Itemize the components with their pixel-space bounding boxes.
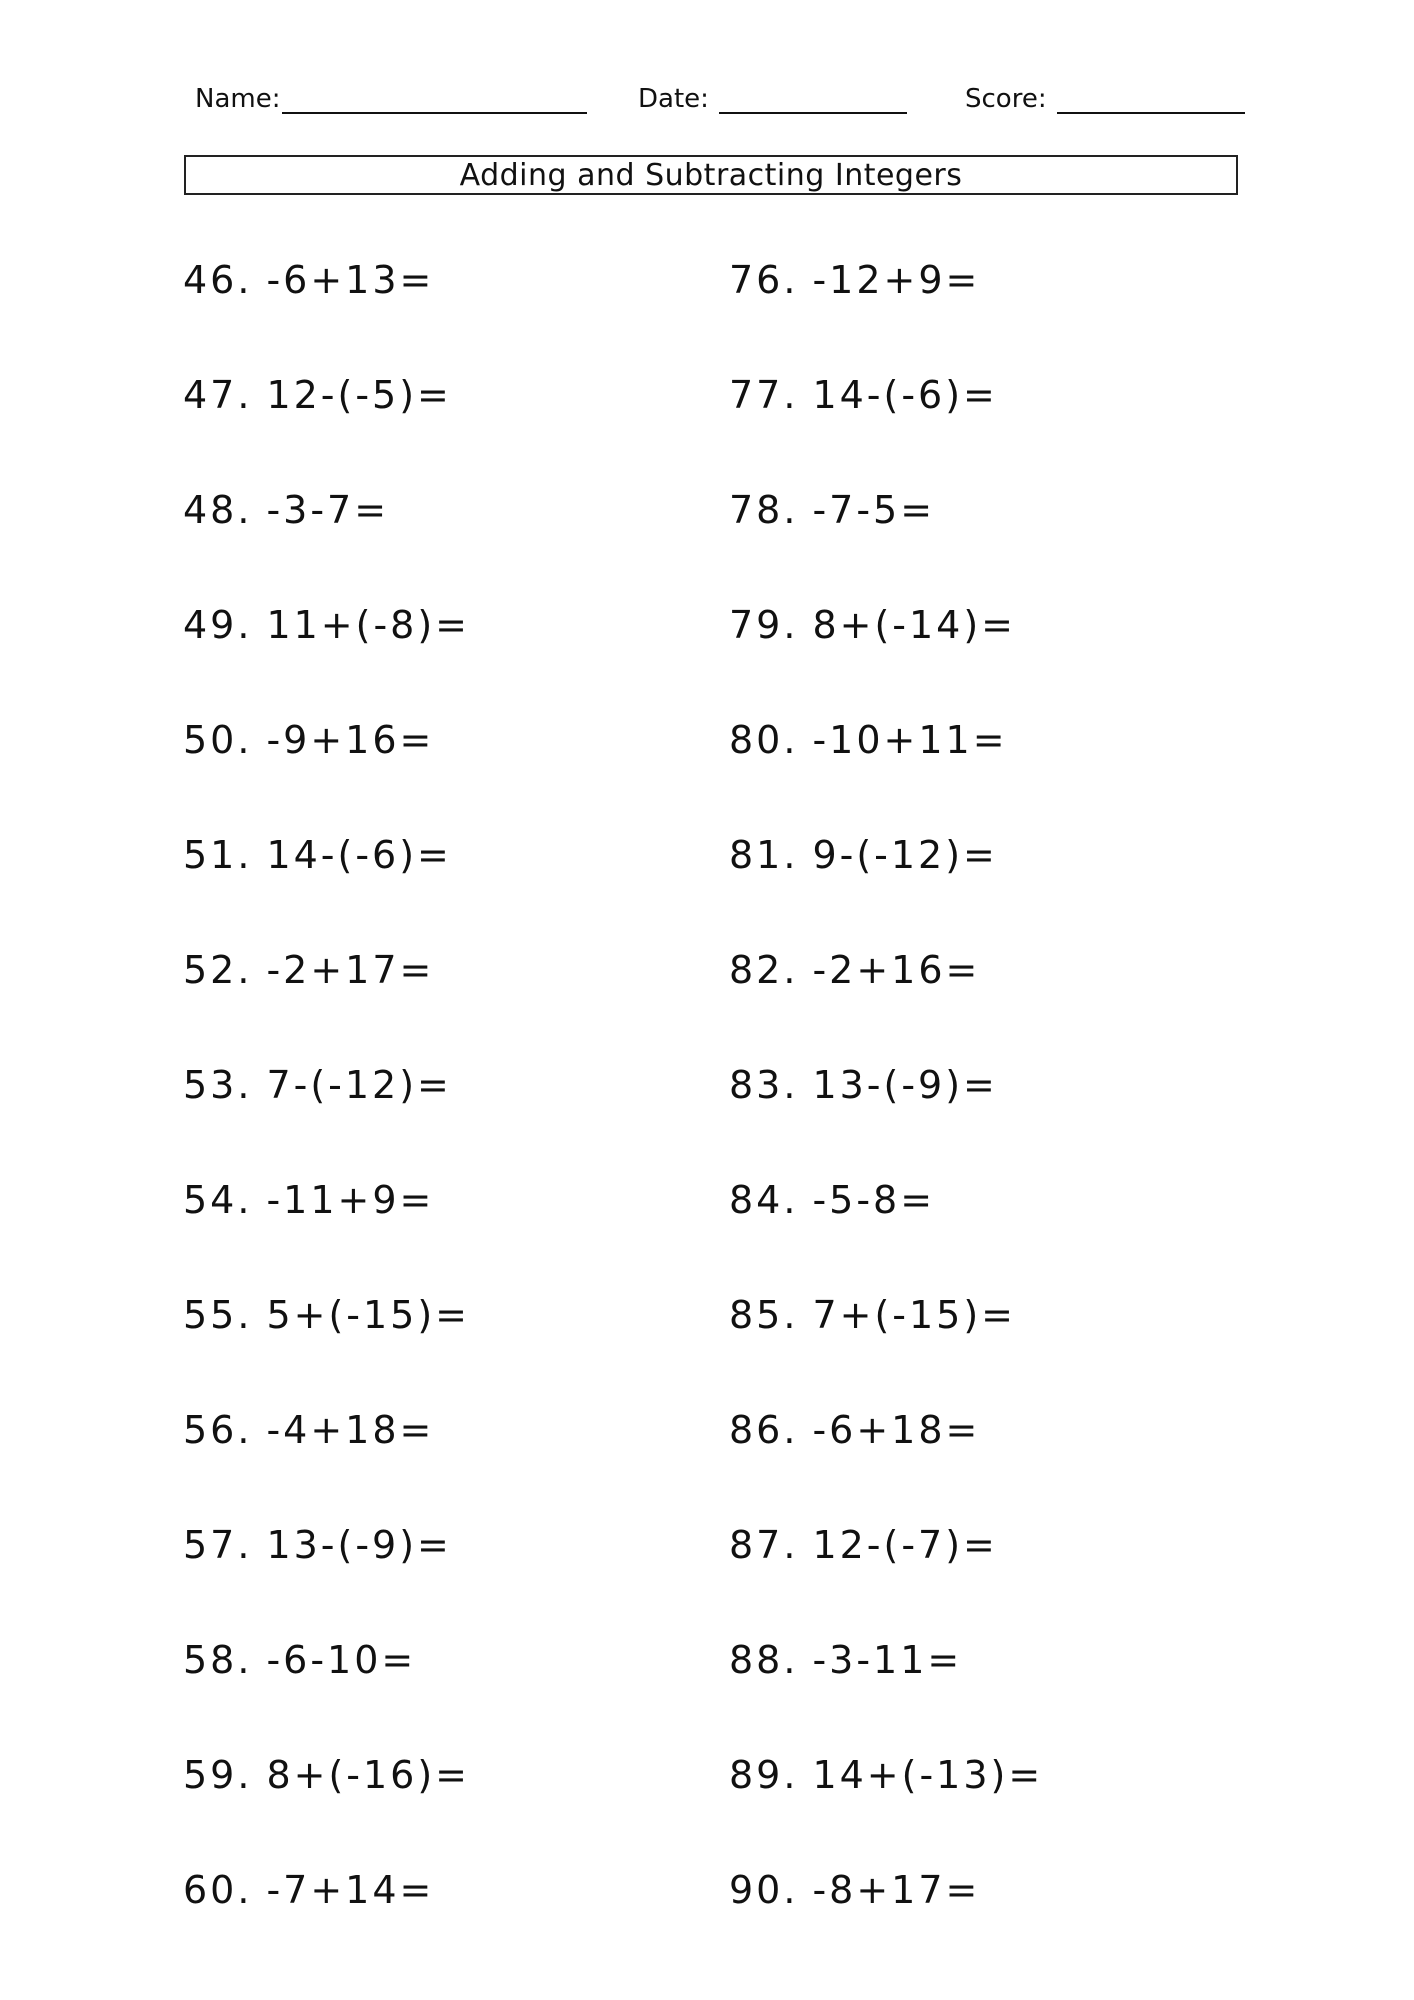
problem-item [183,828,470,943]
problem-expression: 7-(-12)= [266,1063,452,1107]
problem-expression: -2+16= [812,948,981,992]
date-label: Date: [638,84,709,114]
name-label: Name: [195,84,281,114]
problem-item [729,253,1043,368]
problem-number: 77. [729,373,799,417]
problem-item [183,1173,470,1288]
problem-number: 47. [183,373,253,417]
problem-expression: -6+18= [812,1408,981,1452]
score-label: Score: [965,84,1047,114]
problem-number: 84. [729,1178,799,1222]
problem-item [729,1633,1043,1748]
worksheet-title: Adding and Subtracting Integers [184,155,1238,195]
problem-number: 89. [729,1753,799,1797]
problem-item [729,943,1043,1058]
problem-number: 80. [729,718,799,762]
problem-number: 60. [183,1868,253,1912]
problem-expression: -4+18= [266,1408,435,1452]
problem-expression: 12-(-7)= [812,1523,998,1567]
problem-expression: 7+(-15)= [812,1293,1017,1337]
problem-item [729,1518,1043,1633]
problem-expression: 13-(-9)= [266,1523,452,1567]
problem-expression: -10+11= [812,718,1008,762]
problem-expression: 5+(-15)= [266,1293,471,1337]
score-blank-line [1057,86,1245,114]
problem-expression: -8+17= [812,1868,981,1912]
problem-expression: 14-(-6)= [266,833,452,877]
problem-expression: 12-(-5)= [266,373,452,417]
problem-expression: -6+13= [266,258,435,302]
problem-number: 57. [183,1523,253,1567]
problem-number: 48. [183,488,253,532]
problem-item [729,1748,1043,1863]
problem-number: 51. [183,833,253,877]
problem-item [183,598,470,713]
name-blank-line [282,86,587,114]
problem-item [183,1518,470,1633]
problem-expression: -9+16= [266,718,435,762]
date-blank-line [719,86,907,114]
problem-expression: -6-10= [266,1638,417,1682]
date-field [638,84,907,114]
score-field [965,84,1245,114]
problem-number: 55. [183,1293,253,1337]
problem-number: 86. [729,1408,799,1452]
problem-expression: 14-(-6)= [812,373,998,417]
problem-item [183,1633,470,1748]
problem-expression: 14+(-13)= [812,1753,1044,1797]
problem-item [183,1863,470,1978]
problem-expression: 8+(-14)= [812,603,1017,647]
problem-item [729,483,1043,598]
problem-item [729,1863,1043,1978]
problem-number: 50. [183,718,253,762]
problem-column-right [729,253,1043,1978]
problem-number: 53. [183,1063,253,1107]
problem-expression: -5-8= [812,1178,936,1222]
problem-expression: -3-7= [266,488,390,532]
problem-item [729,1288,1043,1403]
problem-item [729,1403,1043,1518]
problem-number: 90. [729,1868,799,1912]
problem-number: 46. [183,258,253,302]
problem-number: 58. [183,1638,253,1682]
problem-number: 83. [729,1063,799,1107]
problem-column-left [183,253,470,1978]
problem-item [183,1058,470,1173]
problem-expression: 11+(-8)= [266,603,471,647]
name-field [195,84,587,114]
worksheet-header [0,84,1414,124]
problem-item [183,713,470,828]
problem-number: 78. [729,488,799,532]
problem-number: 82. [729,948,799,992]
problem-number: 49. [183,603,253,647]
problem-number: 81. [729,833,799,877]
problem-item [183,1403,470,1518]
problem-item [729,1173,1043,1288]
problem-number: 76. [729,258,799,302]
problem-expression: -12+9= [812,258,981,302]
problem-item [183,483,470,598]
problem-number: 56. [183,1408,253,1452]
problem-number: 85. [729,1293,799,1337]
problem-item [183,253,470,368]
problem-number: 54. [183,1178,253,1222]
problem-number: 59. [183,1753,253,1797]
problem-expression: 9-(-12)= [812,833,998,877]
problem-expression: -2+17= [266,948,435,992]
problem-expression: -11+9= [266,1178,435,1222]
problem-number: 52. [183,948,253,992]
problem-number: 87. [729,1523,799,1567]
problem-expression: -7-5= [812,488,936,532]
problem-item [183,368,470,483]
problem-item [729,828,1043,943]
problem-item [183,1288,470,1403]
problem-expression: -7+14= [266,1868,435,1912]
problem-item [729,368,1043,483]
problem-item [183,943,470,1058]
problem-expression: 13-(-9)= [812,1063,998,1107]
problem-expression: -3-11= [812,1638,963,1682]
problem-expression: 8+(-16)= [266,1753,471,1797]
problem-item [183,1748,470,1863]
problem-item [729,1058,1043,1173]
problem-item [729,713,1043,828]
problem-item [729,598,1043,713]
problem-number: 88. [729,1638,799,1682]
problem-number: 79. [729,603,799,647]
